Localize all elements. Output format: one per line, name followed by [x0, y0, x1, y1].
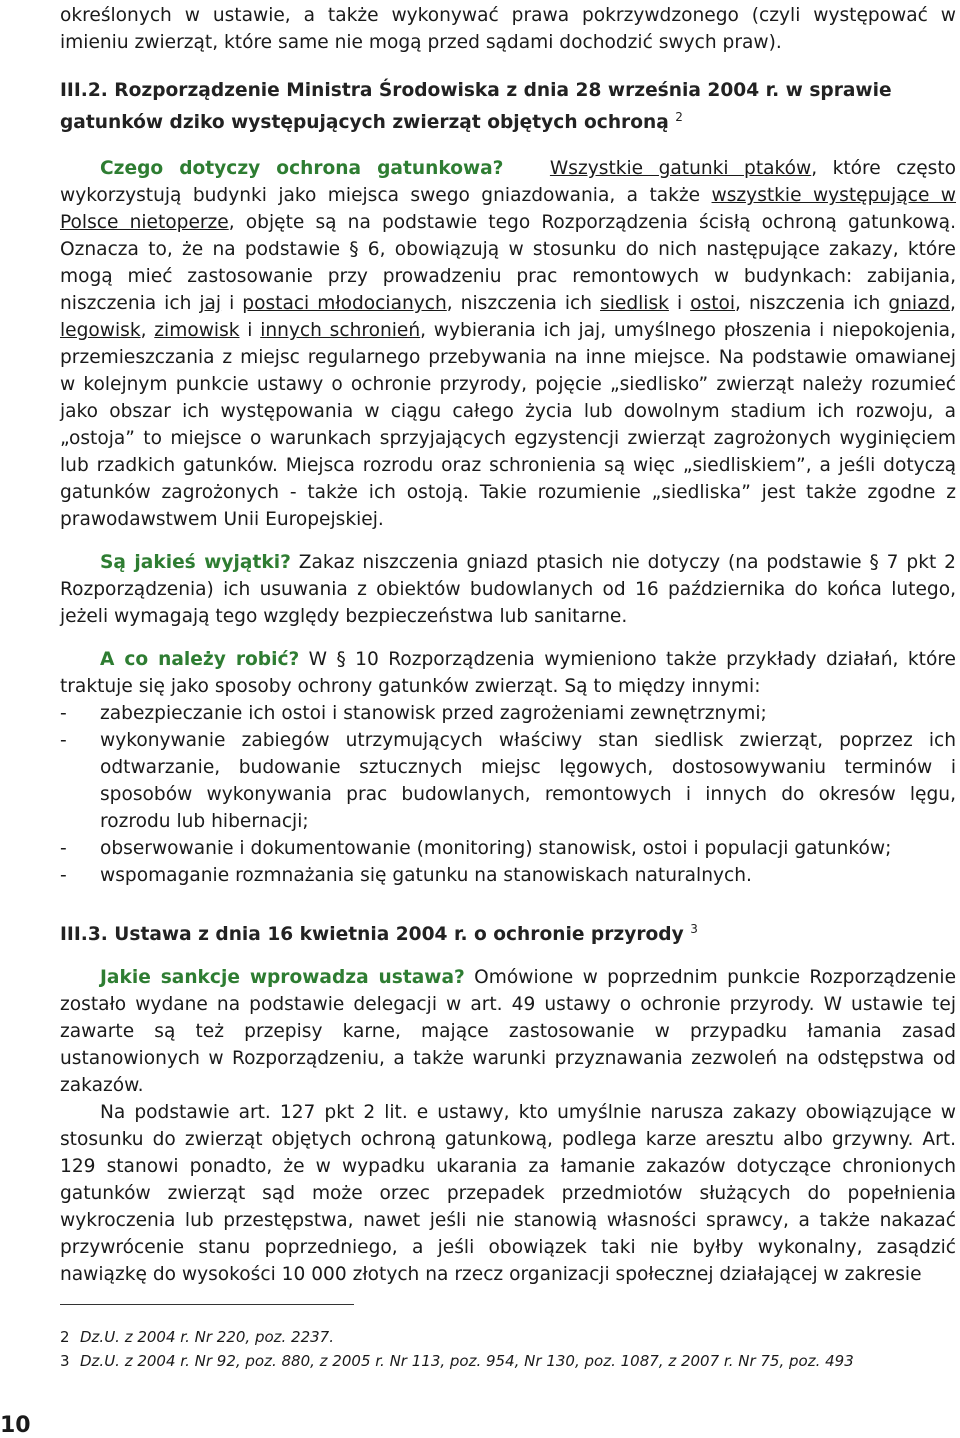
- section-heading-text: III.3. Ustawa z dnia 16 kwietnia 2004 r. o ochronie przyrody: [60, 924, 684, 946]
- list-dash: -: [60, 730, 67, 752]
- list-item-text: zabezpieczanie ich ostoi i stanowisk przed zagrożeniami zewnętrznymi;: [100, 703, 767, 725]
- footnote-3: [60, 1351, 854, 1371]
- underlined-text: jaj: [199, 293, 222, 315]
- paragraph-penalties: Na podstawie art. 127 pkt 2 lit. e ustawy, kto umyślnie narusza zakazy obowiązujące w stosunku do zwierząt objętych ochroną gatunkową, podlega karze aresztu albo grzywny. Art. 129 stanowi ponadto, że w wypadku ukarania za łamanie zakazów dotyczące chronionych gatunków zwierząt sąd może orzec przepadek przedmiotów służących do popełnienia wykroczenia lub przestępstwa, nawet jeśli nie stanowią własności sprawcy, a także nakazać przywrócenie stanu poprzedniego, a jeśli obowiązek taki nie byłby wykonalny, zasądzić nawiązkę do wysokości 10 000 złotych na rzecz organizacji społecznej działającej w zakresie: [60, 1102, 956, 1286]
- list-dash: -: [60, 838, 67, 860]
- underlined-text: siedlisk: [600, 293, 669, 315]
- text: , niszczenia ich: [446, 293, 601, 315]
- page-number: 10: [0, 1413, 31, 1438]
- underlined-text: gniazd: [888, 293, 951, 315]
- question-heading: Czego dotyczy ochrona gatunkowa?: [100, 158, 504, 180]
- text: i: [221, 293, 243, 315]
- paragraph-intro: określonych w ustawie, a także wykonywać prawa pokrzywdzonego (czyli występować w imieniu zwierząt, które same nie mogą przed sądami dochodzić swych praw).: [60, 5, 956, 53]
- underlined-text: innych schronień: [260, 320, 421, 342]
- underlined-text: postaci młodocianych: [242, 293, 447, 315]
- paragraph-protection: [60, 155, 956, 533]
- footnote-ref-2: 2: [675, 110, 683, 124]
- section-heading-3-2: [60, 77, 956, 136]
- underlined-text: ostoi: [690, 293, 736, 315]
- section-heading-3-3: [60, 916, 956, 948]
- underlined-text: Wszystkie gatunki ptaków: [549, 158, 812, 180]
- footnote-text: Dz.U. z 2004 r. Nr 220, poz. 2237.: [80, 1328, 334, 1346]
- list-dash: -: [60, 703, 67, 725]
- footnote-ref-3: 3: [690, 922, 698, 937]
- question-heading: Jakie sankcje wprowadza ustawa?: [100, 967, 465, 989]
- list-item: [60, 700, 956, 727]
- text: i: [668, 293, 691, 315]
- question-heading: A co należy robić?: [100, 649, 300, 671]
- text: ,: [140, 320, 155, 342]
- text: Omówione w poprzednim punkcie Rozporządzenie zostało wydane na podstawie delegacji w art. 49 ustawy o ochronie przyrody. W ustawie tej zawarte są też przepisy karne, mające zastosowanie w przypadku łamania zasad ustanowionych w Rozporządzeniu, a także warunki przyznawania zezwoleń na odstępstwa od zakazów.: [60, 967, 957, 1097]
- text: , niszczenia ich: [735, 293, 889, 315]
- actions-list: [60, 700, 956, 889]
- text: , objęte są na podstawie tego Rozporządzenia ścisłą ochroną gatunkową. Oznacza to, że na podstawie § 6, obowiązują w stosunku do nich następujące zakazy, które mogą mieć zastosowanie przy prowadzeniu prac remontowych w budynkach: zabijania, niszczenia ich: [60, 212, 956, 315]
- question-heading: Są jakieś wyjątki?: [100, 552, 291, 574]
- list-item: [60, 862, 956, 889]
- page-content: [60, 0, 956, 1288]
- section-heading-text: III.2. Rozporządzenie Ministra Środowiska z dnia 28 września 2004 r. w sprawie gatunków dziko występujących zwierząt objętych ochroną: [60, 80, 892, 134]
- text: , które często wykorzystują budynki jako miejsca swego gniazdowania, a także: [60, 158, 956, 207]
- list-item: [60, 727, 956, 835]
- underlined-text: zimowisk: [154, 320, 240, 342]
- footnote-number: 3: [60, 1352, 70, 1370]
- list-item-text: obserwowanie i dokumentowanie (monitoring) stanowisk, ostoi i populacji gatunków;: [100, 838, 892, 860]
- paragraph-actions: [60, 646, 956, 700]
- list-item-text: wykonywanie zabiegów utrzymujących właściwy stan siedlisk zwierząt, poprzez ich odtwarzanie, budowanie sztucznych miejsc lęgowych, dostosowywaniu terminów i sposobów wykonywania prac budowlanych, remontowych i innych do okresów lęgu, rozrodu lub hibernacji;: [100, 730, 956, 833]
- text: W § 10 Rozporządzenia wymieniono także przykłady działań, które traktuje się jako sposoby ochrony gatunków zwierząt. Są to między innymi:: [60, 649, 956, 698]
- paragraph-sanctions: [60, 964, 956, 1099]
- paragraph-exceptions: [60, 549, 956, 630]
- underlined-text: legowisk: [60, 320, 141, 342]
- text: ,: [950, 293, 956, 315]
- list-dash: -: [60, 865, 67, 887]
- underlined-text: wszystkie występujące w Polsce nietoperze: [60, 185, 957, 234]
- list-item: [60, 835, 956, 862]
- text: , wybierania ich jaj, umyślnego płoszenia i niepokojenia, przemieszczania z miejsc regularnego przebywania na inne miejsce. Na podstawie omawianej w kolejnym punkcie ustawy o ochronie przyrody, pojęcie „siedlisko” zwierząt należy rozumieć jako obszar ich występowania w ciągu całego życia lub dowolnym stadium ich rozwoju, a „ostoja” to miejsce o warunkach sprzyjających egzystencji zwierząt zagrożonych wyginięciem lub rzadkich gatunków. Miejsca rozrodu oraz schronienia są więc „siedliskiem”, a jeśli dotyczą gatunków zagrożonych - także ich ostoją. Takie rozumienie „siedliska” jest także zgodne z prawodawstwem Unii Europejskiej.: [60, 320, 956, 531]
- footnote-number: 2: [60, 1328, 70, 1346]
- footnote-text: Dz.U. z 2004 r. Nr 92, poz. 880, z 2005 r. Nr 113, poz. 954, Nr 130, poz. 1087, z 2007 r. Nr 75, poz. 493: [80, 1352, 854, 1370]
- text: Zakaz niszczenia gniazd ptasich nie dotyczy (na podstawie § 7 pkt 2 Rozporządzenia) ich usuwania z obiektów budowlanych od 16 października do końca lutego, jeżeli wymagają tego względy bezpieczeństwa lub sanitarne.: [60, 552, 956, 628]
- list-item-text: wspomaganie rozmnażania się gatunku na stanowiskach naturalnych.: [100, 865, 752, 887]
- text: i: [239, 320, 261, 342]
- footnote-2: [60, 1327, 334, 1347]
- footnote-separator: [60, 1304, 354, 1305]
